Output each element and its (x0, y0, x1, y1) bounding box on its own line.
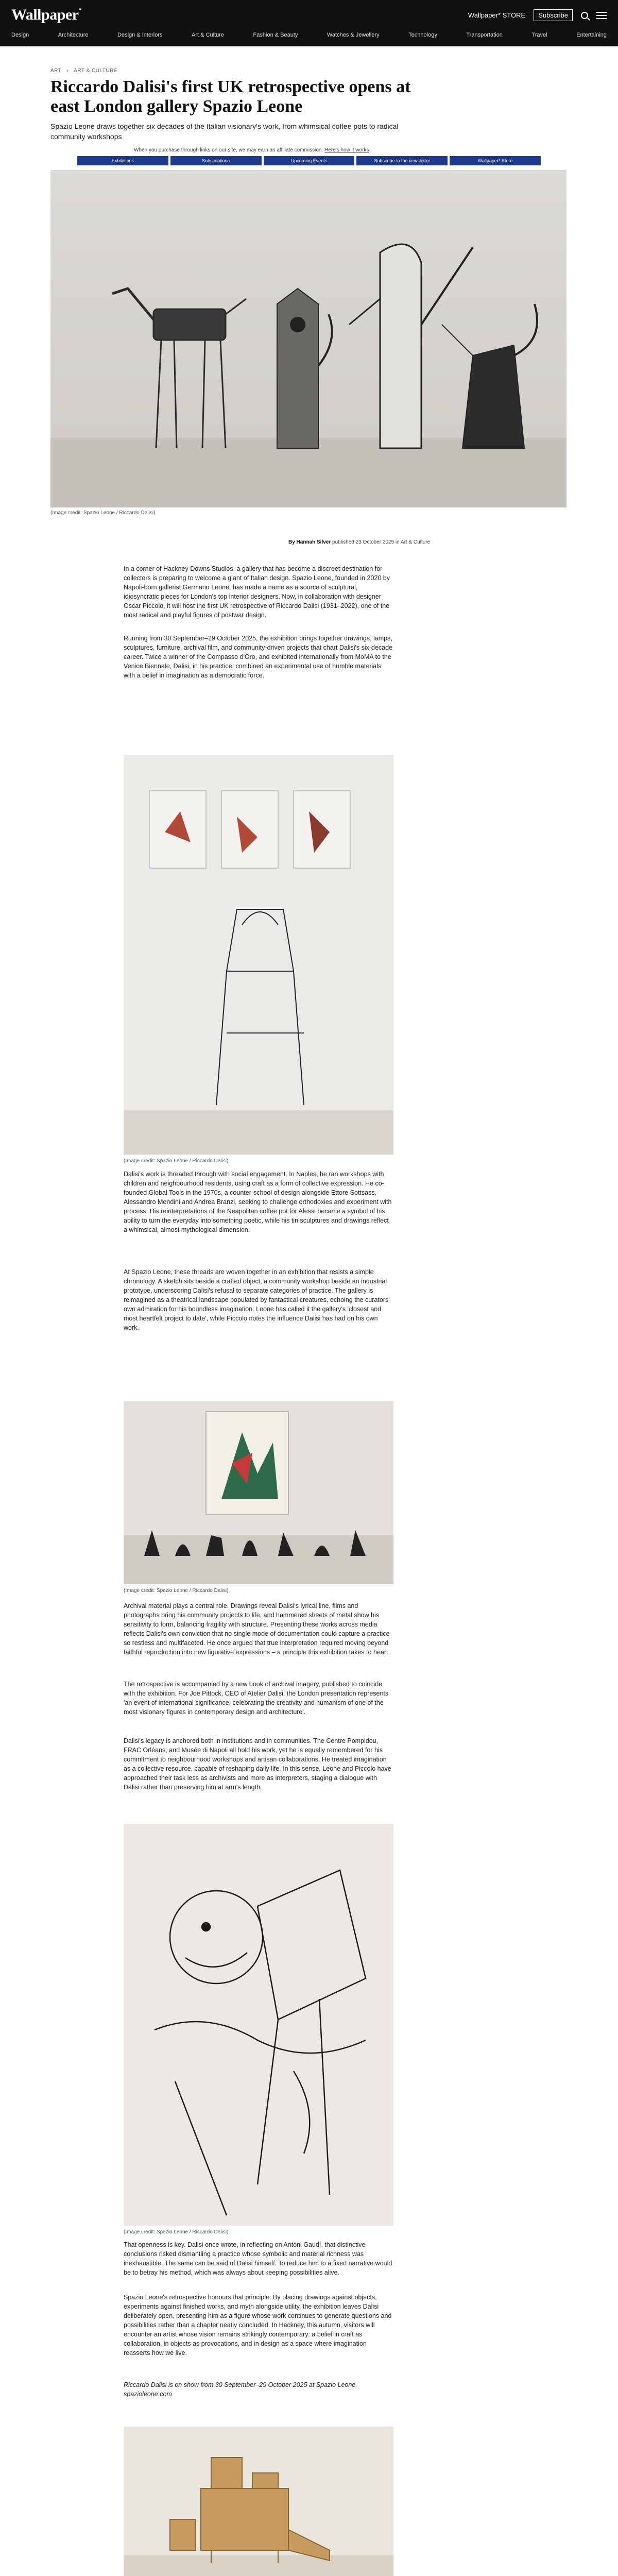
breadcrumb-item[interactable]: ART & CULTURE (74, 68, 118, 74)
image-caption: (Image credit: Spazio Leone / Riccardo Dalisi) (124, 1158, 229, 1164)
article-image (124, 1824, 393, 2226)
search-icon[interactable] (581, 12, 588, 19)
sculpture-illustration (50, 170, 566, 507)
menu-icon[interactable] (596, 12, 607, 19)
affiliate-disclaimer: When you purchase through links on our site, we may earn an affiliate commission. Here's how it works (134, 147, 369, 153)
hero-image (50, 170, 566, 507)
site-header (0, 0, 618, 46)
image-caption: (Image credit: Spazio Leone / Riccardo Dalisi) (124, 2229, 229, 2235)
nav-item[interactable]: Entertaining (576, 32, 607, 38)
body-paragraph: At Spazio Leone, these threads are woven together in an exhibition that resists a simple chronology. A sketch sits beside a crafted object, a community workshop beside an industrial prototype, underscoring Dalisi's refusal to separate categories of practice. The gallery is reimagined as a theatrical landscape populated by fantastical creatures, echoing the curators' own admiration for his boundless imagination. Leone has called it the gallery's 'closest and most heartfelt project to date', while Piccolo notes the influence Dalisi has had on his own work. (124, 1268, 390, 1331)
nav-item[interactable]: Fashion & Beauty (253, 32, 298, 38)
body-paragraph: Spazio Leone's retrospective honours that principle. By placing drawings against objects, experiments against finished works, and myth alongside utility, the exhibition leaves Dalisi deliberately open, presenting him as a figure whose work continues to generate questions and possibilities rather than a chapter neatly concluded. In Hackney, this autumn, visitors will encounter an artist whose vision remains strikingly contemporary: a belief in craft as collaboration, in objects as provocations, and in design as a space where imagination reasserts how we live. (124, 2294, 392, 2357)
nav-item[interactable]: Watches & Jewellery (327, 32, 380, 38)
body-paragraph: Archival material plays a central role. Drawings reveal Dalisi's lyrical line, films and photographs bring his community projects to life, and hammered sheets of metal show his sensitivity to form, balancing fragility with structure. Presenting these works across media reflects Dalisi's own conviction that no single mode of documentation could capture a practice so restless and multifaceted. He once argued that true interpretation required moving beyond faithful reproduction into new figurative expressions – a principle this exhibition takes to heart. (124, 1602, 390, 1656)
body-paragraph: In a corner of Hackney Downs Studios, a gallery that has become a discreet destination for collectors is preparing to welcome a giant of Italian design. Spazio Leone, founded in 2020 by Napoli-born gallerist Germano Leone, has made a name as a source of sculptural, idiosyncratic pieces for London's top interior designers. Now, in collaboration with designer Oscar Piccolo, it will host the first UK retrospective of Riccardo Dalisi (1931–2022), one of the most radical and playful figures of postwar design. (124, 565, 390, 619)
image-caption: (Image credit: Spazio Leone / Riccardo Dalisi) (50, 510, 156, 516)
wire-sculpture-illustration (124, 1824, 393, 2226)
body-paragraph: Dalisi's work is threaded through with social engagement. In Naples, he ran workshops with children and neighbourhood residents, using craft as a form of collective expression. He co-founded Global Tools in the 1970s, a counter-school of design alongside Ettore Sottsass, Alessandro Mendini and Andrea Branzi, seeking to challenge orthodoxies and experiment with process. His reinterpretations of the Neapolitan coffee pot for Alessi became a symbol of his ability to turn the everyday into something poetic, while his tin sculptures and drawings reflect a whimsical, almost mythological dimension. (124, 1171, 392, 1233)
article-image (124, 2427, 393, 2576)
how-it-works-link[interactable]: Here's how it works (324, 147, 369, 153)
standfirst: Spazio Leone draws together six decades of the Italian visionary's work, from whimsical coffee pots to radical community workshops (50, 122, 399, 141)
author-link[interactable]: By Hannah Silver (288, 539, 331, 545)
header-actions (468, 9, 607, 21)
promo-chip[interactable]: Wallpaper* Store (450, 156, 541, 165)
promo-chip[interactable]: Subscribe to the newsletter (356, 156, 448, 165)
store-link[interactable]: Wallpaper* STORE (468, 11, 526, 19)
subscribe-link[interactable]: Subscribe (534, 9, 573, 21)
promo-chip[interactable]: Exhibitions (77, 156, 168, 165)
nav-item[interactable]: Transportation (466, 32, 503, 38)
nav-item[interactable]: Technology (408, 32, 437, 38)
figurines-illustration (124, 1401, 393, 1584)
promo-chip[interactable]: Upcoming Events (264, 156, 355, 165)
body-paragraph: That openness is key. Dalisi once wrote, in reflecting on Antoni Gaudí, that distinctive conclusions risked dismantling a practice whose symbolic and material richness was inexhaustible. The same can be said of Dalisi himself. To reduce him to a fixed narrative would be to betray his method, which was always about keeping possibilities alive. (124, 2241, 392, 2276)
breadcrumb-item[interactable]: ART (50, 68, 62, 74)
byline: By Hannah Silver published 23 October 2025 in Art & Culture (288, 539, 431, 545)
body-paragraph: Riccardo Dalisi is on show from 30 September–29 October 2025 at Spazio Leone, spazioleone.com (124, 2381, 357, 2398)
article-image (124, 1401, 393, 1584)
nav-item[interactable]: Architecture (58, 32, 89, 38)
breadcrumb (50, 68, 117, 74)
nav-item[interactable]: Design & Interiors (117, 32, 163, 38)
nav-item[interactable]: Design (11, 32, 29, 38)
image-caption: (Image credit: Spazio Leone / Riccardo Dalisi) (124, 1588, 229, 1594)
wooden-objects-illustration (124, 2427, 393, 2576)
nav-item[interactable]: Art & Culture (192, 32, 224, 38)
body-paragraph: Dalisi's legacy is anchored both in institutions and in communities. The Centre Pompidou, FRAC Orléans, and Musée di Napoli all hold his work, yet he is equally remembered for his commitment to neighbourhood workshops and artisan collaborations. He treated imagination as a collective resource, capable of reshaping daily life. In this sense, Leone and Piccolo have approached their task less as archivists and more as interpreters, staging a dialogue with Dalisi rather than preserving him at arm's length. (124, 1737, 391, 1791)
body-paragraph: The retrospective is accompanied by a new book of archival imagery, published to coincide with the exhibition. For Joe Pittock, CEO of Atelier Dalisi, the London presentation represents 'an event of international significance, celebrating the creativity and humanism of one of the most visionary figures in contemporary design and architecture'. (124, 1681, 389, 1716)
body-paragraph: Running from 30 September–29 October 2025, the exhibition brings together drawings, lamps, sculptures, furniture, archival film, and community-driven projects that chart Dalisi's six-decade career. Twice a winner of the Compasso d'Oro, and exhibited internationally from MoMA to the Venice Biennale, Dalisi, in his practice, combined an experimental use of humble materials with a belief in imagination as a democratic force. (124, 635, 393, 679)
category-link[interactable]: in Art & Culture (395, 539, 431, 545)
nav-item[interactable]: Travel (531, 32, 547, 38)
promo-links (77, 156, 541, 165)
page-title: Riccardo Dalisi's first UK retrospective opens at east London gallery Spazio Leone (50, 77, 411, 116)
wire-chair-illustration (124, 755, 393, 1155)
promo-chip[interactable]: Subscriptions (170, 156, 262, 165)
site-logo[interactable]: Wallpaper* (11, 6, 82, 23)
main-nav (11, 32, 607, 38)
article-image (124, 755, 393, 1155)
breadcrumb-separator: › (66, 68, 69, 74)
